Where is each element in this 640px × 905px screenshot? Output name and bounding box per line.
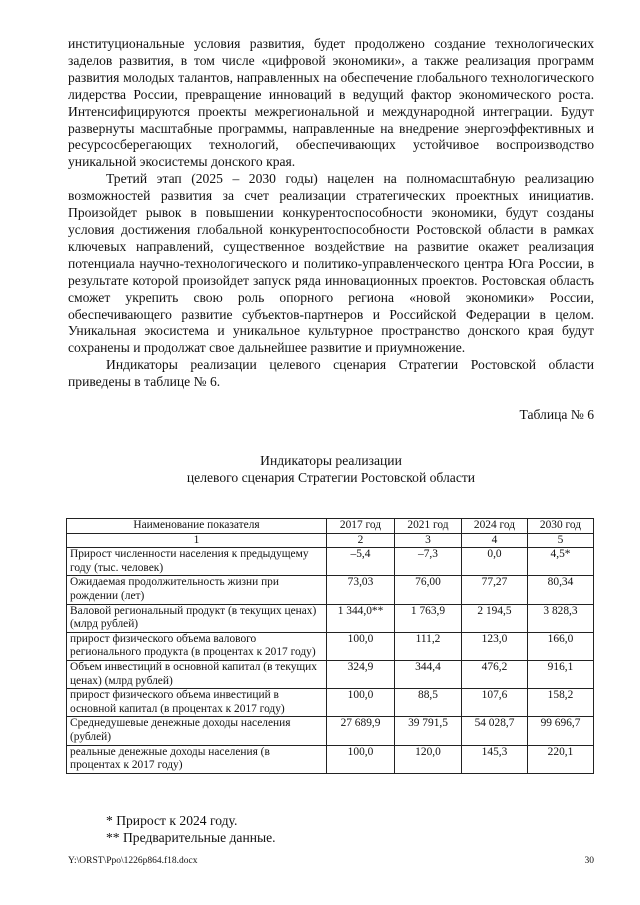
value-2021: 76,00	[395, 576, 462, 604]
caption-line-1: Индикаторы реализации	[260, 453, 402, 468]
value-2021: 111,2	[395, 632, 462, 660]
value-2030: 4,5*	[528, 548, 594, 576]
caption-line-2: целевого сценария Стратегии Ростовской области	[186, 470, 476, 485]
value-2024: 0,0	[462, 548, 528, 576]
row-name: прирост физического объема инвестиций в основной капитал (в процентах к 2017 году)	[67, 689, 327, 717]
value-2024: 145,3	[462, 745, 528, 773]
value-2021: 344,4	[395, 660, 462, 688]
index-cell: 5	[528, 533, 594, 548]
footnote-2: ** Предварительные данные.	[106, 830, 276, 845]
value-2017: 100,0	[327, 745, 395, 773]
table-index-row	[67, 533, 594, 548]
value-2021: 1 763,9	[395, 604, 462, 632]
header-2024: 2024 год	[462, 519, 528, 534]
row-name: Валовой региональный продукт (в текущих ценах) (млрд рублей)	[67, 604, 327, 632]
footer-file-path: Y:\ORST\Ppo\1226p864.f18.docx	[68, 856, 198, 866]
value-2030: 158,2	[528, 689, 594, 717]
table-header-row	[67, 519, 594, 534]
value-2024: 2 194,5	[462, 604, 528, 632]
value-2030: 166,0	[528, 632, 594, 660]
row-name: Прирост численности населения к предыдущему году (тыс. человек)	[67, 548, 327, 576]
paragraph-third-stage: Третий этап (2025 – 2030 годы) нацелен на полномасштабную реализацию возможностей развития за счет реализации стратегических проектных инициатив. Произойдет рывок в повышении конкурентоспособности экономики, будут созданы условия достижения глобальной конкурентоспособности Ростовской области в рамках ключевых направлений, существенное воздействие на развитие окажет реализация потенциала научно-технологического и политико-управленческого центра Юга России, в результате которой произойдет запуск ряда инновационных проектов. Ростовская область сможет укрепить свою роль опорного региона «новой экономики» России, обеспечивающего развитие субъектов-партнеров и Российской Федерации в целом. Уникальная экосистема и уникальное культурное пространство донского края будут сохранены и продолжат свое дальнейшее развитие и приумножение.	[68, 171, 594, 356]
value-2024: 476,2	[462, 660, 528, 688]
value-2017: 324,9	[327, 660, 395, 688]
table-number-label: Таблица № 6	[519, 407, 594, 422]
value-2024: 54 028,7	[462, 717, 528, 745]
footnotes	[106, 812, 276, 846]
value-2030: 916,1	[528, 660, 594, 688]
row-name: Ожидаемая продолжительность жизни при рождении (лет)	[67, 576, 327, 604]
value-2024: 123,0	[462, 632, 528, 660]
table-row	[67, 632, 594, 660]
table-row	[67, 660, 594, 688]
header-2021: 2021 год	[395, 519, 462, 534]
value-2030: 80,34	[528, 576, 594, 604]
row-name: реальные денежные доходы населения (в процентах к 2017 году)	[67, 745, 327, 773]
value-2030: 99 696,7	[528, 717, 594, 745]
value-2017: 73,03	[327, 576, 395, 604]
value-2017: –5,4	[327, 548, 395, 576]
table-row	[67, 576, 594, 604]
value-2017: 1 344,0**	[327, 604, 395, 632]
row-name: Среднедушевые денежные доходы населения (рублей)	[67, 717, 327, 745]
footnote-1: * Прирост к 2024 году.	[106, 813, 238, 828]
index-cell: 2	[327, 533, 395, 548]
value-2030: 220,1	[528, 745, 594, 773]
value-2017: 27 689,9	[327, 717, 395, 745]
value-2021: –7,3	[395, 548, 462, 576]
value-2021: 39 791,5	[395, 717, 462, 745]
table-row	[67, 717, 594, 745]
table-caption	[68, 452, 594, 486]
value-2017: 100,0	[327, 689, 395, 717]
value-2030: 3 828,3	[528, 604, 594, 632]
value-2021: 88,5	[395, 689, 462, 717]
value-2024: 77,27	[462, 576, 528, 604]
index-cell: 1	[67, 533, 327, 548]
footer-page-number: 30	[584, 856, 594, 866]
table-row	[67, 604, 594, 632]
value-2017: 100,0	[327, 632, 395, 660]
row-name: прирост физического объема валового регионального продукта (в процентах к 2017 году)	[67, 632, 327, 660]
index-cell: 3	[395, 533, 462, 548]
paragraph-continuation: институциональные условия развития, будет продолжено создание технологических заделов развития, в том числе «цифровой экономики», а также реализация программ развития молодых талантов, направленных на обеспечение глобального технологического лидерства России, превращение инноваций в ведущий фактор экономического роста. Интенсифицируются проекты межрегиональной и международной интеграции. Будут развернуты масштабные программы, направленные на внедрение энергоэффективных и ресурсосберегающих технологий, обеспечивающих устойчивое воспроизводство уникальной экосистемы донского края.	[68, 36, 594, 170]
paragraph-indicators-intro: Индикаторы реализации целевого сценария Стратегии Ростовской области приведены в таблице № 6.	[68, 357, 594, 390]
index-cell: 4	[462, 533, 528, 548]
value-2024: 107,6	[462, 689, 528, 717]
indicators-table	[66, 518, 594, 774]
value-2021: 120,0	[395, 745, 462, 773]
header-2017: 2017 год	[327, 519, 395, 534]
row-name: Объем инвестиций в основной капитал (в текущих ценах) (млрд рублей)	[67, 660, 327, 688]
body-text	[68, 36, 594, 391]
table-row	[67, 745, 594, 773]
header-2030: 2030 год	[528, 519, 594, 534]
table-row	[67, 548, 594, 576]
table-row	[67, 689, 594, 717]
header-name: Наименование показателя	[67, 519, 327, 534]
